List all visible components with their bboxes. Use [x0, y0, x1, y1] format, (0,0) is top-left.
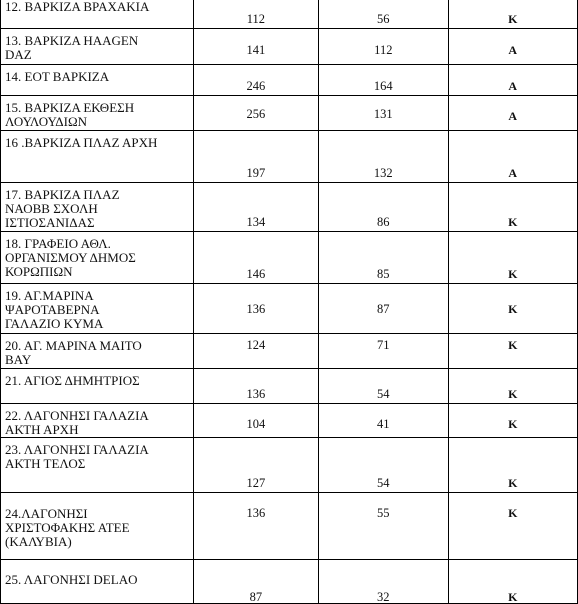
location-cell: 18. ΓΡΑΦΕΙΟ ΑΘΛ. ΟΡΓΑΝΙΣΜΟΥ ΔΗΜΟΣ ΚΟΡΩΠΙΩΝ — [1, 232, 194, 284]
location-cell: 16 .ΒΑΡΚΙΖΑ ΠΛΑΖ ΑΡΧΗ — [1, 131, 194, 183]
table-row — [1, 232, 578, 284]
value-a: 136 — [246, 302, 266, 316]
location-cell: 19. ΑΓ.ΜΑΡΙΝΑ ΨΑΡΟΤΑΒΕΡΝΑ ΓΑΛΑΖΙΟ ΚΥΜΑ — [1, 284, 194, 334]
value-b-cell — [319, 232, 448, 284]
value-b: 164 — [373, 79, 393, 93]
location-cell: 13. ΒΑΡΚΙΖΑ HAAGEN DAZ — [1, 29, 194, 65]
class-letter: Α — [508, 79, 518, 93]
value-a: 87 — [249, 590, 263, 604]
value-a: 136 — [246, 387, 266, 401]
table-row — [1, 404, 578, 438]
class-cell — [448, 29, 577, 65]
value-a-cell — [193, 96, 318, 131]
value-b-cell — [319, 404, 448, 438]
value-b-cell — [319, 183, 448, 232]
location-cell: 23. ΛΑΓΟΝΗΣΙ ΓΑΛΑΖΙΑ ΑΚΤΗ ΤΕΛΟΣ — [1, 438, 194, 493]
location-cell: 17. ΒΑΡΚΙΖΑ ΠΛΑΖ ΝΑΟΒΒ ΣΧΟΛΗ ΙΣΤΙΟΣΑΝΙΔΑΣ — [1, 183, 194, 232]
value-b: 41 — [377, 417, 390, 431]
class-cell — [448, 438, 577, 493]
class-cell — [448, 493, 577, 560]
value-b-cell — [319, 334, 448, 369]
class-letter: Κ — [508, 215, 518, 229]
value-a-cell — [193, 183, 318, 232]
table-row — [1, 0, 578, 29]
value-a-cell — [193, 404, 318, 438]
value-b-cell — [319, 29, 448, 65]
value-b-cell — [319, 0, 448, 29]
value-b-cell — [319, 438, 448, 493]
value-a-cell — [193, 0, 318, 29]
value-b-cell — [319, 65, 448, 96]
class-letter: Α — [508, 43, 518, 57]
class-letter: Α — [508, 166, 518, 180]
value-b: 112 — [374, 43, 393, 57]
value-b: 71 — [377, 338, 390, 352]
class-letter: Α — [508, 109, 518, 123]
class-letter: Κ — [508, 267, 518, 281]
table-row — [1, 334, 578, 369]
class-cell — [448, 183, 577, 232]
value-a-cell — [193, 29, 318, 65]
value-b: 54 — [377, 387, 390, 401]
class-cell — [448, 131, 577, 183]
class-letter: Κ — [508, 338, 518, 352]
value-a: 136 — [246, 506, 266, 520]
table-row — [1, 438, 578, 493]
class-cell — [448, 404, 577, 438]
class-letter: Κ — [508, 506, 518, 520]
table-row — [1, 29, 578, 65]
value-b: 85 — [377, 267, 390, 281]
class-letter: Κ — [508, 476, 518, 490]
class-cell — [448, 284, 577, 334]
class-letter: Κ — [508, 387, 518, 401]
table-row — [1, 560, 578, 604]
value-a-cell — [193, 334, 318, 369]
value-a: 112 — [246, 12, 265, 26]
class-cell — [448, 334, 577, 369]
value-a-cell — [193, 438, 318, 493]
value-a: 146 — [246, 267, 266, 281]
value-b-cell — [319, 493, 448, 560]
value-a-cell — [193, 232, 318, 284]
location-cell: 20. ΑΓ. ΜΑΡΙΝΑ ΜΑΙΤΟ BAY — [1, 334, 194, 369]
value-a-cell — [193, 560, 318, 604]
location-cell: 25. ΛΑΓΟΝΗΣΙ DELAO — [1, 560, 194, 604]
class-cell — [448, 65, 577, 96]
value-a: 104 — [246, 417, 266, 431]
value-a: 124 — [246, 338, 266, 352]
table-row — [1, 369, 578, 404]
table-row — [1, 131, 578, 183]
location-cell: 24.ΛΑΓΟΝΗΣΙ ΧΡΙΣΤΟΦΑΚΗΣ ΑΤΕΕ (ΚΑΛΥΒΙΑ) — [1, 493, 194, 560]
value-a-cell — [193, 284, 318, 334]
location-cell: 14. ΕΟΤ ΒΑΡΚΙΖΑ — [1, 65, 194, 96]
location-cell: 12. ΒΑΡΚΙΖΑ ΒΡΑΧΑΚΙΑ — [1, 0, 194, 29]
class-letter: Κ — [508, 302, 518, 316]
class-letter: Κ — [508, 12, 518, 26]
value-b-cell — [319, 131, 448, 183]
table-row — [1, 284, 578, 334]
table-row — [1, 96, 578, 131]
value-a-cell — [193, 369, 318, 404]
value-a: 197 — [246, 166, 266, 180]
value-a: 246 — [246, 79, 266, 93]
table-row — [1, 65, 578, 96]
value-a: 141 — [246, 43, 266, 57]
value-b: 131 — [373, 107, 393, 121]
value-b: 87 — [377, 302, 390, 316]
value-b-cell — [319, 284, 448, 334]
class-letter: Κ — [508, 590, 518, 604]
value-b: 86 — [377, 215, 390, 229]
class-cell — [448, 96, 577, 131]
value-b-cell — [319, 96, 448, 131]
class-cell — [448, 232, 577, 284]
value-a-cell — [193, 493, 318, 560]
value-a: 256 — [246, 107, 266, 121]
value-a: 134 — [246, 215, 266, 229]
class-cell — [448, 369, 577, 404]
value-b: 55 — [377, 506, 390, 520]
value-b: 54 — [377, 476, 390, 490]
class-letter: Κ — [508, 417, 518, 431]
value-b-cell — [319, 369, 448, 404]
value-b-cell — [319, 560, 448, 604]
value-b: 132 — [373, 166, 393, 180]
location-cell: 21. ΑΓΙΟΣ ΔΗΜΗΤΡΙΟΣ — [1, 369, 194, 404]
value-a-cell — [193, 131, 318, 183]
table-row — [1, 183, 578, 232]
value-a-cell — [193, 65, 318, 96]
location-cell: 15. ΒΑΡΚΙΖΑ ΕΚΘΕΣΗ ΛΟΥΛΟΥΔΙΩΝ — [1, 96, 194, 131]
class-cell — [448, 0, 577, 29]
value-b: 32 — [377, 590, 390, 604]
table-row — [1, 493, 578, 560]
class-cell — [448, 560, 577, 604]
value-b: 56 — [377, 12, 390, 26]
value-a: 127 — [246, 476, 266, 490]
location-cell: 22. ΛΑΓΟΝΗΣΙ ΓΑΛΑΖΙΑ ΑΚΤΗ ΑΡΧΗ — [1, 404, 194, 438]
